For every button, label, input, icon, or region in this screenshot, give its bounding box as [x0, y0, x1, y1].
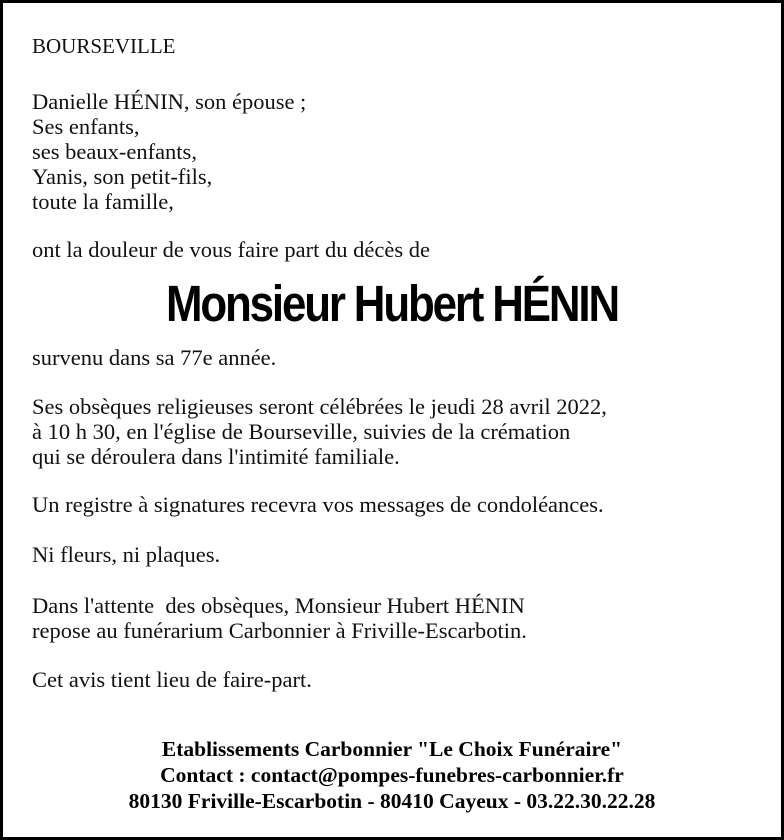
family-line: Yanis, son petit-fils,: [32, 164, 213, 189]
rest-line: Dans l'attente des obsèques, Monsieur Hubert HÉNIN: [32, 593, 525, 618]
address-line: 80130 Friville-Escarbotin - 80410 Cayeux - 03.22.30.22.28: [128, 789, 656, 813]
ceremony-line: à 10 h 30, en l'église de Bourseville, suivies de la crémation: [32, 419, 571, 444]
family-line: Ses enfants,: [32, 114, 140, 139]
flowers-note: Ni fleurs, ni plaques.: [32, 542, 221, 567]
family-line: toute la famille,: [32, 189, 174, 214]
ceremony-line: Ses obsèques religieuses seront célébrées le jeudi 28 avril 2022,: [32, 394, 607, 419]
ceremony-details: [32, 394, 607, 469]
funeral-home-footer: [3, 736, 781, 814]
company-name: Etablissements Carbonnier "Le Choix Funéraire": [161, 737, 623, 761]
family-line: Danielle HÉNIN, son épouse ;: [32, 89, 307, 114]
registry-note: Un registre à signatures recevra vos messages de condoléances.: [32, 492, 604, 517]
deceased-name: Monsieur Hubert HÉNIN: [166, 275, 618, 332]
contact-line: Contact : contact@pompes-funebres-carbonnier.fr: [160, 763, 624, 787]
ceremony-line: qui se déroulera dans l'intimité familiale.: [32, 444, 400, 469]
family-line: ses beaux-enfants,: [32, 139, 197, 164]
age-line: survenu dans sa 77e année.: [32, 345, 277, 370]
rest-line: repose au funérarium Carbonnier à Friville-Escarbotin.: [32, 618, 527, 643]
closing-note: Cet avis tient lieu de faire-part.: [32, 667, 312, 692]
family-list: [32, 89, 306, 214]
announcement-intro: ont la douleur de vous faire part du décès de: [32, 237, 430, 262]
town-heading: BOURSEVILLE: [32, 34, 176, 58]
rest-location: [32, 593, 527, 643]
